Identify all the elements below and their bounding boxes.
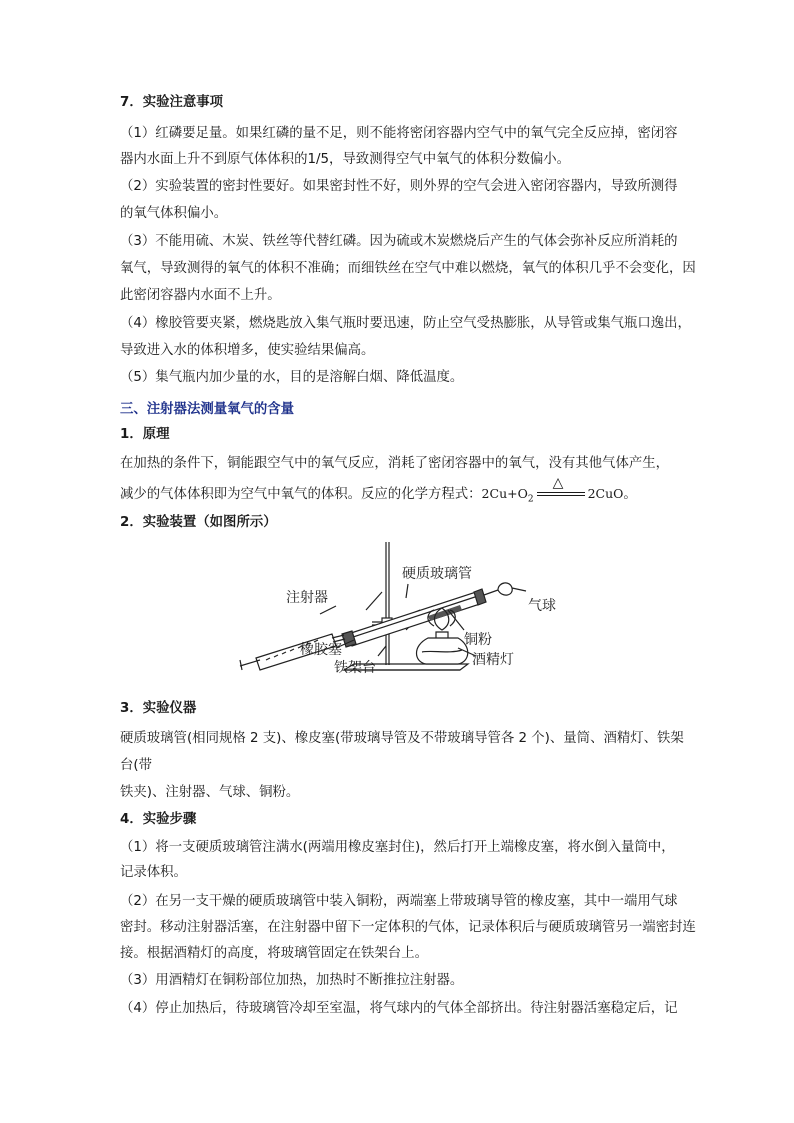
instruments-line-3: 铁夹)、注射器、气球、铜粉。	[120, 785, 300, 800]
steps-title: 4．实验步骤	[120, 812, 197, 827]
instruments-title: 3．实验仪器	[120, 701, 197, 716]
step-4-line-1: （4）停止加热后，待玻璃管冷却至室温，将气球内的气体全部挤出。待注射器活塞稳定后，记	[120, 1001, 678, 1016]
instruments-line-1: 硬质玻璃管(相同规格 2 支)、橡皮塞(带玻璃导管及不带玻璃导管各 2 个)、量筒、酒精灯、铁架	[120, 731, 684, 746]
label-syringe: 注射器	[286, 590, 328, 606]
label-rubber-stopper: 橡胶塞	[300, 642, 342, 658]
note-1-line-1: （1）红磷要足量。如果红磷的量不足，则不能将密闭容器内空气中的氧气完全反应掉，密闭容	[120, 126, 678, 141]
label-glass-tube: 硬质玻璃管	[402, 566, 472, 582]
equation-subscript: 2	[527, 494, 534, 505]
note-3-line-1: （3）不能用硫、木炭、铁丝等代替红磷。因为硫或木炭燃烧后产生的气体会弥补反应所消耗的	[120, 234, 678, 249]
equation	[481, 475, 624, 505]
principle-line-2-text: 减少的气体体积即为空气中氧气的体积。反应的化学方程式：	[120, 487, 482, 502]
step-2-line-1: （2）在另一支干燥的硬质玻璃管中装入铜粉，两端塞上带玻璃导管的橡皮塞，其中一端用气球	[120, 894, 678, 909]
note-4-line-2: 导致进入水的体积增多，使实验结果偏高。	[120, 343, 375, 358]
label-copper-powder: 铜粉	[464, 632, 492, 648]
label-alcohol-lamp: 酒精灯	[472, 652, 514, 668]
syringe-plunger	[240, 660, 260, 666]
step-1-line-1: （1）将一支硬质玻璃管注满水(两端用橡皮塞封住)，然后打开上端橡皮塞，将水倒入量筒中，	[120, 840, 675, 855]
heat-triangle-icon: △	[552, 475, 564, 491]
balloon	[498, 583, 512, 595]
equation-left: 2Cu+O	[481, 486, 528, 501]
section-3-title: 三、注射器法测量氧气的含量	[120, 402, 295, 417]
note-2-line-1: （2）实验装置的密封性要好。如果密封性不好，则外界的空气会进入密闭容器内，导致所测得	[120, 179, 678, 194]
principle-title: 1．原理	[120, 427, 170, 442]
reaction-condition-sign	[537, 475, 585, 500]
note-4-line-1: （4）橡胶管要夹紧，燃烧匙放入集气瓶时要迅速，防止空气受热膨胀，从导管或集气瓶口逸出，	[120, 316, 691, 331]
apparatus-figure	[236, 538, 566, 682]
instruments-line-2: 台(带	[120, 758, 153, 773]
equation-right: 2CuO	[587, 486, 624, 501]
note-3-line-2: 氧气，导致测得的氧气的体积不准确；而细铁丝在空气中难以燃烧，氧气的体积几乎不会变化，因	[120, 261, 696, 276]
principle-line-1: 在加热的条件下，铜能跟空气中的氧气反应，消耗了密闭容器中的氧气，没有其他气体产生，	[120, 456, 670, 471]
label-iron-stand: 铁架台	[334, 660, 376, 676]
glass-tube	[348, 592, 480, 646]
apparatus-title: 2．实验装置（如图所示）	[120, 515, 277, 530]
step-2-line-2: 密封。移动注射器活塞，在注射器中留下一定体积的气体，记录体积后与硬质玻璃管另一端密封连	[120, 920, 696, 935]
note-1-line-2: 器内水面上升不到原气体体积的1/5，导致测得空气中氧气的体积分数偏小。	[120, 152, 571, 167]
principle-line-2	[120, 475, 710, 509]
note-5-line-1: （5）集气瓶内加少量的水，目的是溶解白烟、降低温度。	[120, 370, 464, 385]
step-2-line-3: 接。根据酒精灯的高度，将玻璃管固定在铁架台上。	[120, 946, 428, 961]
step-1-line-2: 记录体积。	[120, 865, 187, 880]
section-7-title: 7．实验注意事项	[120, 95, 224, 110]
label-balloon: 气球	[528, 598, 556, 614]
step-3-line-1: （3）用酒精灯在铜粉部位加热，加热时不断推拉注射器。	[120, 973, 464, 988]
note-2-line-2: 的氧气体积偏小。	[120, 206, 228, 221]
note-3-line-3: 此密闭容器内水面不上升。	[120, 288, 281, 303]
equation-end: 。	[623, 487, 637, 502]
